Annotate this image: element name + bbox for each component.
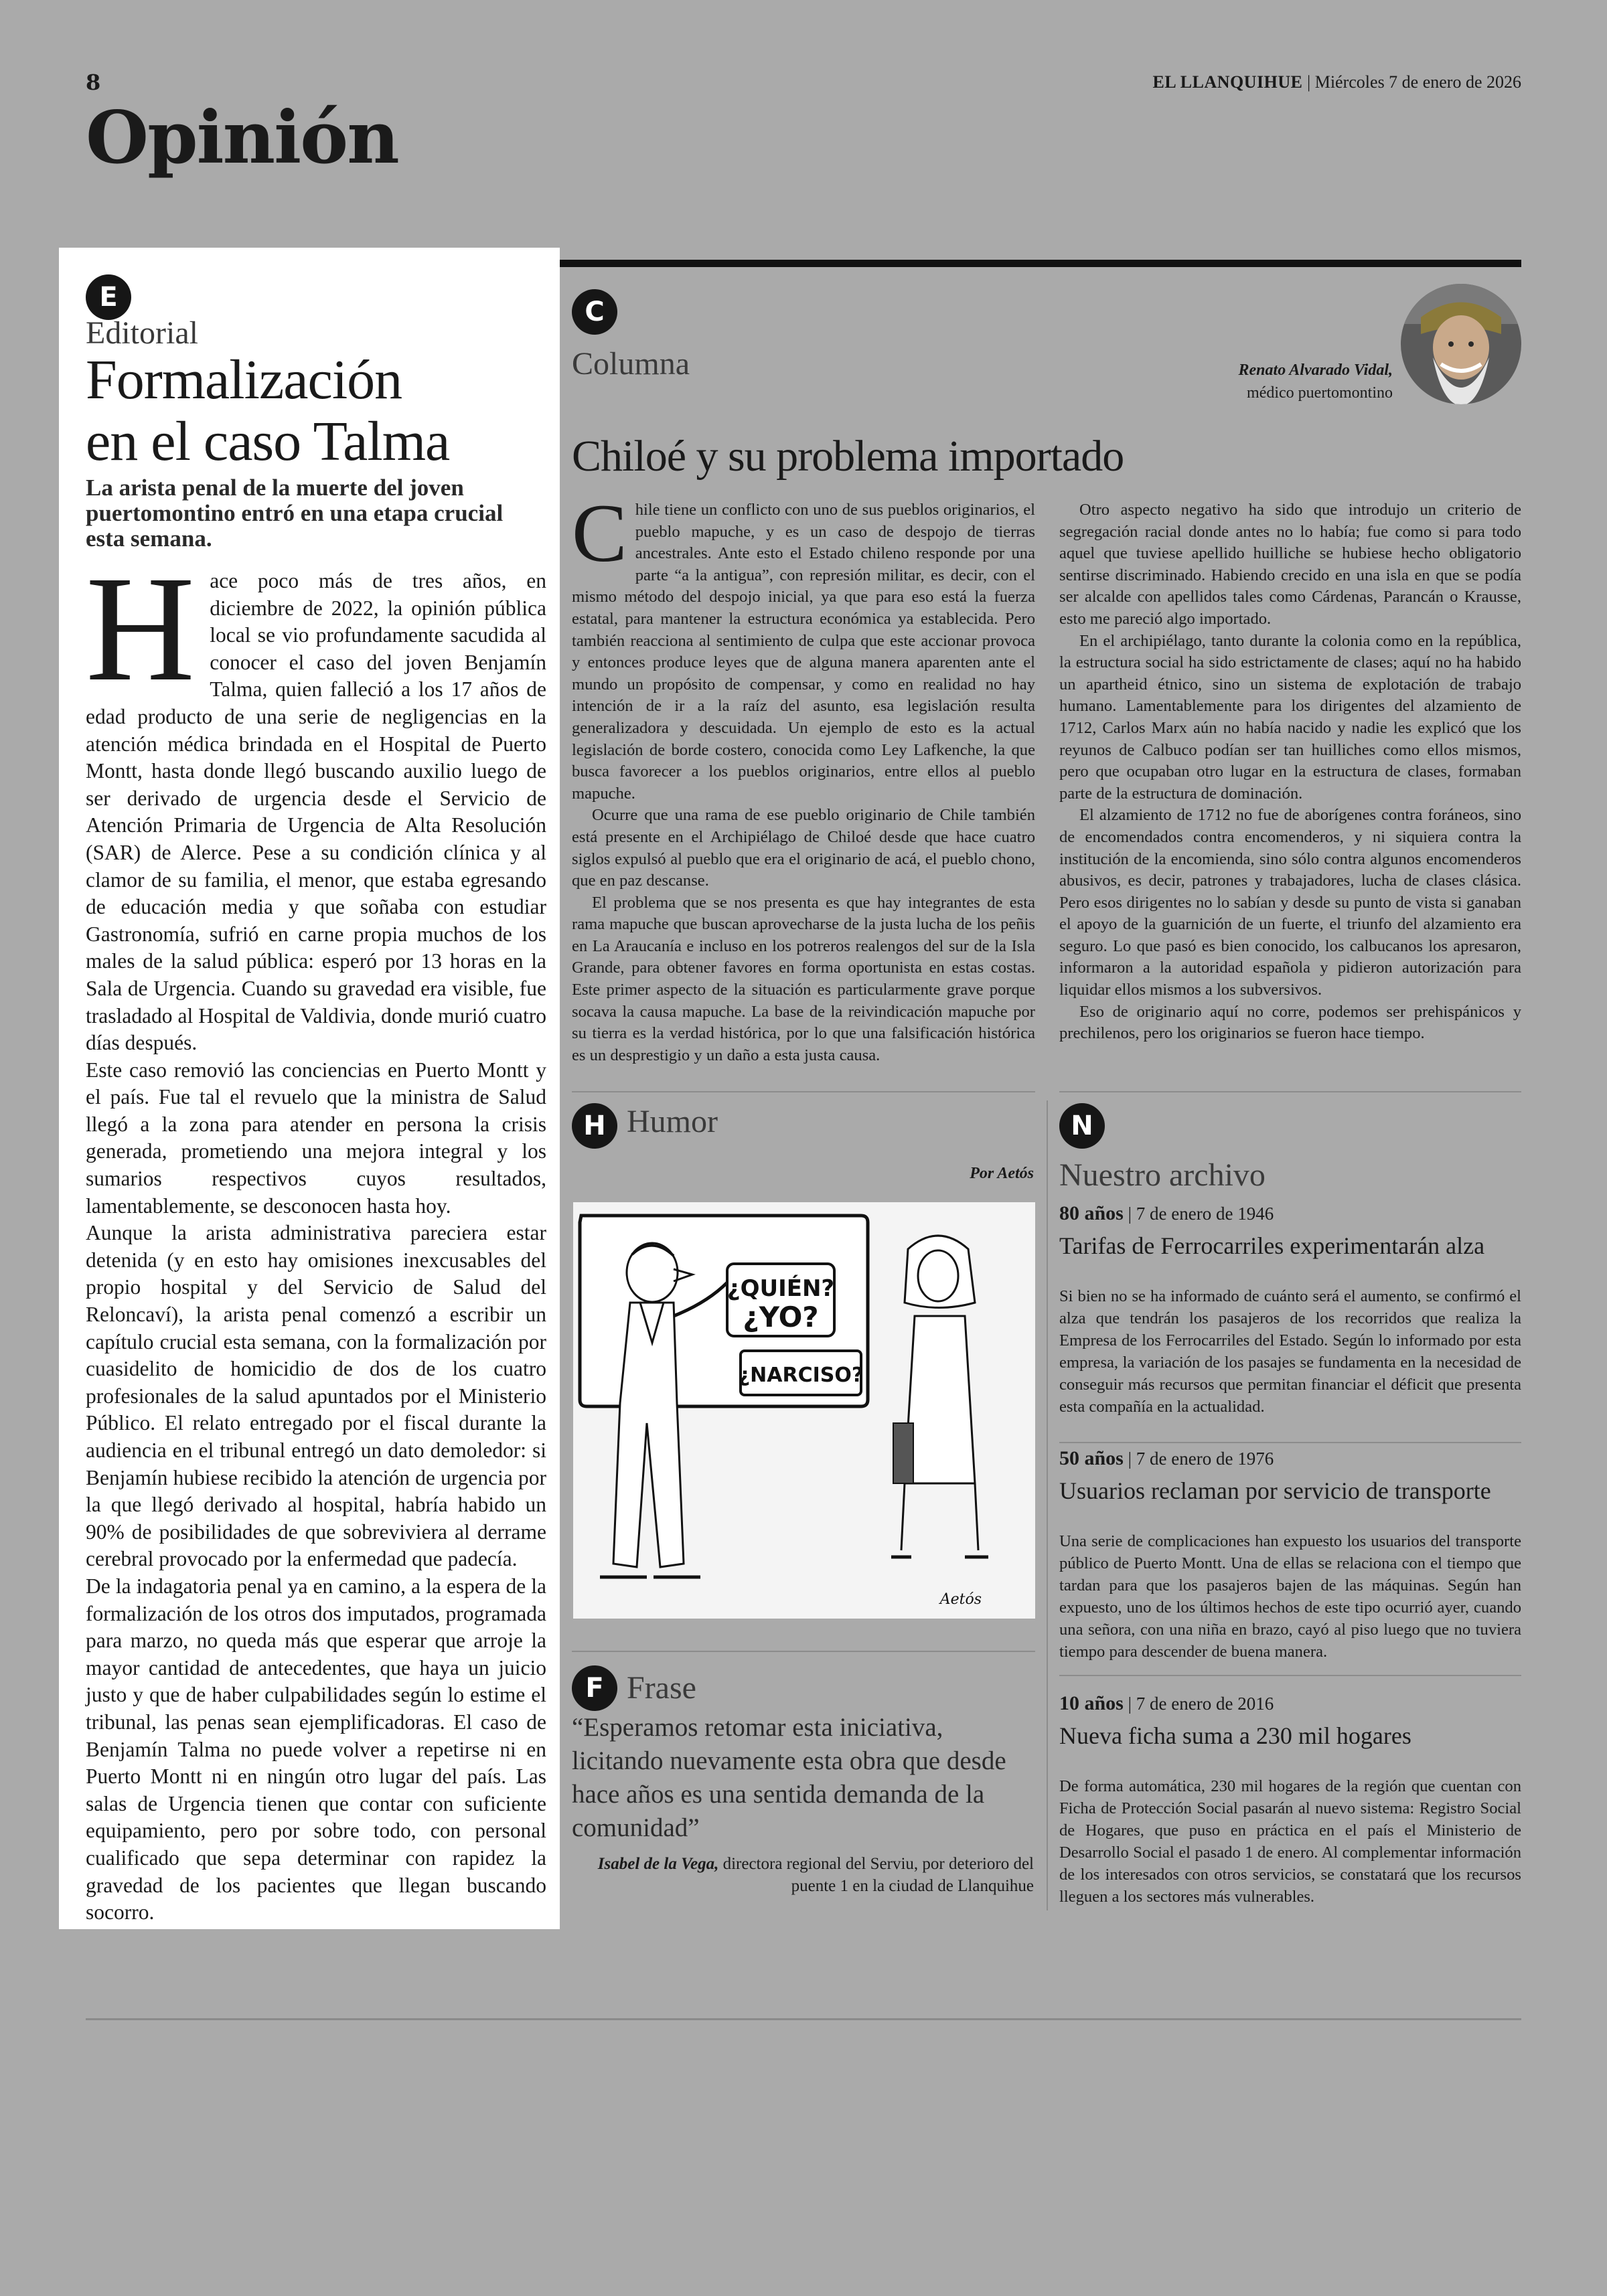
editorial-body [86,545,546,1926]
column-divider-left [572,1091,1035,1092]
column-headline: Chiloé y su problema importado [572,432,1124,481]
column-paragraph: Ocurre que una rama de ese pueblo originario de Chile también está presente en el Archipiélago de Chiloé desde que hace cuatro siglos expulsó al pueblo que era el originario de acá, el pueblo chono, que en paz descanse. [572,806,1035,890]
column-divider-right [1059,1091,1521,1092]
column-paragraph: En el archipiélago, tanto durante la colonia como en la república, la estructura social ha sido estrictamente de clases; aquí no ha habido un apartheid étnico, sino un sistema de explotación de trabajo humano. Lamentablemente para los dirigentes del alzamiento de 1712, Carlos Marx aún no había nacido y nadie les explicó que los reyunos de Calbuco podían ser tan huilliches como ellos mismos, pero que ocupaban otro lugar en la estructura de clases, formaban parte de la estructura de dominación. [1059,631,1521,803]
editorial-kicker: Editorial [86,315,198,351]
archive-item [1059,1447,1521,1663]
frase-quote: “Esperamos retomar esta iniciativa, licitando nuevamente esta obra que desde hace años es una sentida demanda de la comunidad” [572,1713,1006,1842]
editorial-headline-line-2: en el caso Talma [86,410,450,473]
humor-divider [572,1651,1035,1652]
archive-headline: Usuarios reclaman por servicio de transporte [1059,1477,1491,1504]
editorial-deck: La arista penal de la muerte del joven puertomontino entró en una etapa crucial esta semana. [86,475,504,552]
masthead: EL LLANQUIHUE | Miércoles 7 de enero de 2026 [1152,72,1521,92]
column-kicker: Columna [572,346,690,382]
archive-date: | 7 de enero de 1946 [1128,1204,1274,1224]
humor-author: Por Aetós [970,1165,1034,1182]
cartoon-speech-1: ¿QUIÉN? [726,1275,835,1302]
archive-kicker: Nuestro archivo [1059,1157,1266,1193]
humor-kicker: Humor [627,1104,718,1139]
archive-date: | 7 de enero de 2016 [1128,1694,1274,1714]
publication-name: EL LLANQUIHUE [1152,72,1303,92]
frase-attribution-name: Isabel de la Vega, [597,1855,719,1873]
archive-divider-2 [1059,1675,1521,1676]
archive-item [1059,1202,1521,1418]
editorial-paragraph: Aunque la arista administrativa pareciera estar detenida (y en esto hay omisiones inexcusables del propio hospital y del Servicio de Salud del Reloncaví), la arista penal comenzó a escribir un capítulo crucial esta semana, con la formalización por cuasidelito de homicidio de dos de los cuatro profesionales de la salud apuntados por el Ministerio Público. El relato entregado por el fiscal durante la audiencia en el tribunal entregó un dato demoledor: si Benjamín hubiese recibido la atención de urgencia por la que llegó derivado al hospital, habría habido un 90% de posibilidades de que sobreviviera al derrame cerebral provocado por la enfermedad que padecía. [86,1221,546,1571]
editorial-headline-line-1: Formalización [86,349,402,411]
archive-divider-1 [1059,1442,1521,1443]
vertical-divider [1047,1100,1048,1910]
archive-headline: Nueva ficha suma a 230 mil hogares [1059,1722,1411,1749]
page-number: 8 [86,70,101,95]
archive-years: 50 años [1059,1447,1124,1469]
editorial-badge: E [86,274,131,320]
cartoon-signature: Aetós [939,1591,982,1608]
archive-body: Una serie de complicaciones han expuesto los usuarios del transporte público de Puerto Montt. Una de ellas se relaciona con el tiempo que tardan para que los pasajeros bajen de las máquinas. Según han expuesto, uno de los últimos hechos de este tipo ocurrió ayer, cuando una señora, con una niña en brazo, cayó al piso luego que no tuviera tiempo para descender de buena manera. [1059,1532,1521,1661]
archive-years: 10 años [1059,1692,1124,1714]
footer-rule [86,2018,1521,2020]
column-author-role: médico puertomontino [1247,384,1393,402]
column-author-name: Renato Alvarado Vidal, [1238,361,1393,379]
editorial-headline [86,349,554,473]
humor-badge: H [572,1103,617,1149]
column-body-left [572,487,1035,1066]
author-avatar [1401,284,1521,404]
frase-kicker: Frase [627,1670,696,1706]
editorial-paragraph: De la indagatoria penal ya en camino, a la espera de la formalización de los otros dos imputados, programada para marzo, no queda más que esperar que arroje la mayor cantidad de antecedentes, que haya un juicio justo y que de haber culpabilidades según lo estime el tribunal, las penas sean ejemplificadoras. El caso de Benjamín Talma no puede volver a repetirse ni en Puerto Montt ni en ningún otro lugar del país. Las salas de Urgencia tienen que contar con suficiente equipamiento, pero por sobre todo, con personal cualificado que sepa determinar con rapidez la gravedad de los pacientes que llegan buscando socorro. [86,1574,546,1924]
cartoon-speech-2: ¿YO? [743,1301,819,1333]
archive-item [1059,1692,1521,1908]
column-body-right [1059,499,1521,1045]
column-paragraph: Eso de originario aquí no corre, podemos ser prehispánicos y prechilenos, pero los originarios se fueron hace tiempo. [1059,1002,1521,1043]
archive-body: Si bien no se ha informado de cuánto será el aumento, se confirmó el alza que tendrán los pasajeros de los recorridos que realiza la Empresa de los Ferrocarriles del Estado. Según lo informado por esta empresa, la variación de los pasajes se fundamenta en la necesidad de conseguir más recursos que permitan financiar el déficit que presenta esta compañía en la actualidad. [1059,1287,1521,1416]
publication-date: Miércoles 7 de enero de 2026 [1314,72,1521,92]
archive-body: De forma automática, 230 mil hogares de la región que cuentan con Ficha de Protección Social pasarán al nuevo sistema: Registro Social de Hogares, que puso en práctica en el país el Ministerio de Desarrollo Social el pasado 1 de enero. Al complementar información de los interesados con otros servicios, se constatará que los recursos lleguen a los sectores más vulnerables. [1059,1777,1521,1906]
column-badge: C [572,289,617,335]
archive-years: 80 años [1059,1202,1124,1224]
archive-date: | 7 de enero de 1976 [1128,1449,1274,1469]
section-title: Opinión [86,96,398,180]
frase-attribution [572,1853,1034,1897]
frase-badge: F [572,1665,617,1711]
cartoon-sign: ¿NARCISO? [738,1364,864,1387]
column-paragraph: Chile tiene un conflicto con uno de sus pueblos originarios, el pueblo mapuche, y es un caso de despojo de tierras ancestrales. Ante esto el Estado chileno responde por una parte “a la antigua”, con represión militar, es decir, con el mismo método del despojo inicial, ya que para eso está la fuerza estatal, para mantener la estructura económica ya establecida. Pero también reacciona al sentimiento de culpa que este accionar provoca y entonces produce leyes que de alguna manera aparenten ante el mundo un propósito de compensar, y como en realidad no hay intención de ir a la raíz del asunto, esa legislación resulta generalizadora y descuidada. Un ejemplo de esto es la actual legislación de borde costero, conocida como Ley Lafkenche, la que busca favorecer a los pueblos originarios, entre ellos al pueblo mapuche. [572,487,1035,803]
archive-headline: Tarifas de Ferrocarriles experimentarán alza [1059,1232,1485,1259]
column-paragraph: Otro aspecto negativo ha sido que introdujo un criterio de segregación racial donde antes no lo había; fue como si para todo aquel que tuviese apellido huilliche se hubiese hecho obligatorio sentirse discriminado. Habiendo crecido en una isla en que se podía ser alcalde con apellidos tales como Cárdenas, Parancán o Krausse, esto me pareció algo importado. [1059,501,1521,628]
frase-attribution-role: directora regional del Serviu, por deterioro del puente 1 en la ciudad de Llanquihue [718,1855,1034,1895]
column-paragraph: El problema que se nos presenta es que hay integrantes de esta rama mapuche que buscan aprovecharse de la justa lucha de los peñis en La Araucanía e incluso en los potreros realengos del sur de la Isla Grande, para obtener favores en forma oportunista en estas costas. Este primer aspecto de la situación es particularmente grave porque socava la causa mapuche. La base de la reivindicación mapuche por su tierra es la verdad histórica, por lo que una falsificación histórica es un desprestigio y un daño a esta justa causa. [572,893,1035,1064]
humor-cartoon [573,1202,1035,1619]
editorial-paragraph: Hace poco más de tres años, en diciembre de 2022, la opinión pública local se vio profundamente sacudida al conocer el caso del joven Benjamín Talma, quien falleció a los 17 años de edad producto de una serie de negligencias en la atención médica brindada en el Hospital de Puerto Montt, hasta donde llegó buscando auxilio luego de ser derivado de urgencia desde el Servicio de Atención Primaria de Urgencia de Alta Resolución (SAR) de Alerce. Pese a su condición clínica y al clamor de su familia, el menor, que estaba egresando de educación media y que soñaba con estudiar Gastronomía, sufrió en carne propia muchos de los males de la salud pública: esperó por 13 horas en la Sala de Urgencia. Cuando su gravedad era visible, fue trasladado al Hospital de Valdivia, donde murió cuatro días después. [86,545,546,1055]
editorial-dropcap: H [86,545,196,712]
column-author [1239,359,1393,404]
archive-badge: N [1059,1103,1105,1149]
editorial-paragraph: Este caso removió las conciencias en Puerto Montt y el país. Fue tal el revuelo que la ministra de Salud llegó a la zona para atender en persona la crisis generada, prometiendo una mejora integral y los sumarios respectivos cuyos resultados, lamentablemente, se desconocen hasta hoy. [86,1058,546,1218]
column-dropcap: C [572,487,627,579]
column-paragraph: El alzamiento de 1712 no fue de aborígenes contra foráneos, sino de encomendados contra encomenderos, y ni siquiera contra la institución de la encomienda, sino sólo contra algunos encomenderos abusivos, es decir, patrones y trabajadores, lucha de clases clásica. Pero esos dirigentes no lo sabían y desde su punto de vista si ganaban el apoyo de la guarnición de un fuerte, el triunfo del alzamiento era seguro. Lo que pasó es bien conocido, los calbucanos los apresaron, informaron a la autoridad española y pidieron autorización para liquidar ellos mismos a los subversivos. [1059,806,1521,999]
